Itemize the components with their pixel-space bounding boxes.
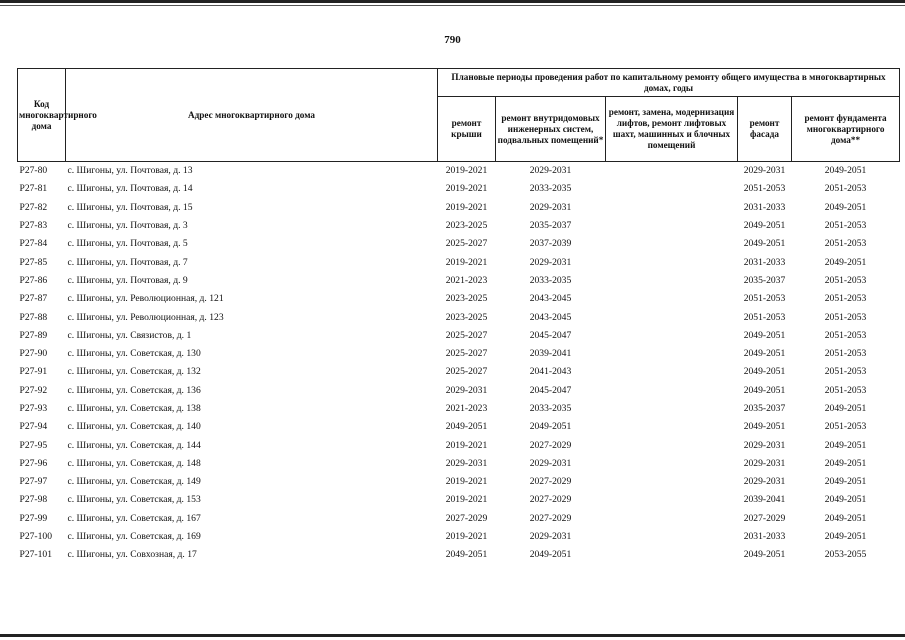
table-row bbox=[18, 235, 900, 253]
row-roof: 2025-2027 bbox=[445, 366, 488, 378]
header-lifts: ремонт, замена, модернизация лифтов, ремонт лифтовых шахт, машинных и блочных помещений bbox=[606, 97, 738, 162]
header-roof: ремонт крыши bbox=[438, 97, 496, 162]
row-address: с. Шигоны, ул. Почтовая, д. 3 bbox=[67, 220, 188, 232]
capital-repair-schedule-table bbox=[17, 68, 900, 565]
table-row bbox=[18, 217, 900, 235]
row-engineering: 2043-2045 bbox=[529, 293, 572, 305]
row-address: с. Шигоны, ул. Почтовая, д. 5 bbox=[67, 238, 188, 250]
row-engineering: 2043-2045 bbox=[529, 311, 572, 323]
row-lifts bbox=[606, 345, 738, 363]
table-row bbox=[18, 290, 900, 308]
header-code: Код многоквартирного дома bbox=[18, 69, 66, 162]
bottom-border-rule bbox=[0, 634, 905, 637]
row-address: с. Шигоны, ул. Связистов, д. 1 bbox=[67, 329, 192, 341]
row-roof: 2019-2021 bbox=[445, 494, 488, 506]
row-lifts bbox=[606, 546, 738, 564]
row-lifts bbox=[606, 290, 738, 308]
row-address: с. Шигоны, ул. Советская, д. 144 bbox=[67, 439, 201, 451]
row-facade: 2049-2051 bbox=[743, 329, 786, 341]
row-lifts bbox=[606, 510, 738, 528]
row-facade: 2035-2037 bbox=[743, 403, 786, 414]
row-roof: 2019-2021 bbox=[445, 531, 488, 543]
row-roof: 2019-2021 bbox=[445, 439, 488, 451]
row-code: Р27-90 bbox=[19, 348, 48, 360]
table-row bbox=[18, 327, 900, 345]
row-foundation: 2049-2051 bbox=[824, 256, 867, 268]
row-address: с. Шигоны, ул. Революционная, д. 121 bbox=[67, 293, 224, 305]
row-lifts bbox=[606, 418, 738, 436]
row-code: Р27-95 bbox=[19, 439, 48, 451]
row-foundation: 2049-2051 bbox=[824, 512, 867, 524]
row-lifts bbox=[606, 272, 738, 290]
row-foundation: 2049-2051 bbox=[824, 457, 867, 469]
row-code: Р27-91 bbox=[19, 366, 48, 378]
row-code: Р27-85 bbox=[19, 256, 48, 268]
row-foundation: 2049-2051 bbox=[824, 531, 867, 543]
row-lifts bbox=[606, 528, 738, 546]
row-address: с. Шигоны, ул. Советская, д. 130 bbox=[67, 348, 201, 360]
row-code: Р27-80 bbox=[18, 162, 66, 181]
row-facade: 2031-2033 bbox=[743, 256, 786, 268]
table-row bbox=[18, 510, 900, 528]
row-code: Р27-92 bbox=[19, 384, 48, 396]
row-facade: 2029-2031 bbox=[743, 439, 786, 451]
row-facade: 2027-2029 bbox=[743, 512, 786, 524]
row-engineering: 2027-2029 bbox=[529, 476, 572, 488]
row-roof: 2019-2021 bbox=[445, 256, 488, 268]
row-facade: 2049-2051 bbox=[743, 384, 786, 396]
row-engineering: 2033-2035 bbox=[529, 403, 572, 414]
row-address: с. Шигоны, ул. Советская, д. 149 bbox=[67, 476, 201, 488]
row-engineering: 2045-2047 bbox=[529, 329, 572, 341]
row-engineering: 2037-2039 bbox=[529, 238, 572, 250]
row-facade: 2051-2053 bbox=[743, 311, 786, 323]
row-roof: 2021-2023 bbox=[445, 274, 488, 286]
table-row bbox=[18, 363, 900, 381]
row-foundation: 2051-2053 bbox=[824, 384, 867, 396]
row-facade: 2049-2051 bbox=[743, 238, 786, 250]
row-foundation: 2049-2051 bbox=[824, 476, 867, 488]
row-foundation: 2051-2053 bbox=[824, 274, 867, 286]
row-lifts bbox=[606, 180, 738, 198]
row-code: Р27-99 bbox=[19, 512, 48, 524]
row-code: Р27-81 bbox=[19, 183, 48, 195]
top-border-rule bbox=[0, 0, 905, 3]
row-address: с. Шигоны, ул. Советская, д. 169 bbox=[67, 531, 201, 543]
header-foundation: ремонт фундамента многоквартирного дома** bbox=[792, 97, 900, 162]
row-foundation: 2051-2053 bbox=[824, 183, 867, 195]
row-engineering: 2029-2031 bbox=[529, 201, 572, 213]
row-code: Р27-101 bbox=[19, 549, 53, 561]
row-code: Р27-87 bbox=[19, 293, 48, 305]
row-foundation: 2049-2051 bbox=[824, 494, 867, 506]
row-address: с. Шигоны, ул. Совхозная, д. 17 bbox=[67, 549, 197, 561]
header-periods-group: Плановые периоды проведения работ по капитальному ремонту общего имущества в многоквартирных домах, годы bbox=[438, 69, 900, 97]
row-address: с. Шигоны, ул. Почтовая, д. 7 bbox=[67, 256, 188, 268]
row-engineering: 2041-2043 bbox=[529, 366, 572, 378]
table-row bbox=[18, 199, 900, 217]
row-address: с. Шигоны, ул. Советская, д. 153 bbox=[67, 494, 201, 506]
row-foundation: 2049-2051 bbox=[824, 201, 867, 213]
row-foundation: 2051-2053 bbox=[824, 238, 867, 250]
row-address: с. Шигоны, ул. Почтовая, д. 14 bbox=[67, 183, 193, 195]
table-row bbox=[18, 382, 900, 400]
row-facade: 2029-2031 bbox=[743, 476, 786, 488]
row-address: с. Шигоны, ул. Почтовая, д. 15 bbox=[67, 201, 193, 213]
row-facade: 2049-2051 bbox=[743, 348, 786, 360]
row-engineering: 2035-2037 bbox=[529, 220, 572, 232]
table-row bbox=[18, 418, 900, 436]
table-row bbox=[18, 308, 900, 326]
table-row bbox=[18, 436, 900, 454]
table-row bbox=[18, 455, 900, 473]
row-facade: 2049-2051 bbox=[743, 549, 786, 561]
row-foundation: 2049-2051 bbox=[824, 439, 867, 451]
row-facade: 2049-2051 bbox=[743, 220, 786, 232]
row-code: Р27-82 bbox=[19, 201, 48, 213]
header-facade: ремонт фасада bbox=[738, 97, 792, 162]
row-roof: 2019-2021 bbox=[438, 162, 496, 181]
row-roof: 2019-2021 bbox=[445, 183, 488, 195]
row-lifts bbox=[606, 382, 738, 400]
row-lifts bbox=[606, 400, 738, 418]
row-code: Р27-98 bbox=[19, 494, 48, 506]
row-address: с. Шигоны, ул. Революционная, д. 123 bbox=[67, 311, 224, 323]
row-lifts bbox=[606, 253, 738, 271]
row-roof: 2027-2029 bbox=[445, 512, 488, 524]
row-code: Р27-83 bbox=[19, 220, 48, 232]
row-foundation: 2051-2053 bbox=[824, 311, 867, 323]
row-address: с. Шигоны, ул. Советская, д. 132 bbox=[67, 366, 201, 378]
row-roof: 2021-2023 bbox=[445, 403, 488, 414]
row-roof: 2025-2027 bbox=[445, 329, 488, 341]
row-foundation: 2051-2053 bbox=[824, 348, 867, 360]
row-facade: 2049-2051 bbox=[743, 421, 786, 433]
row-facade: 2039-2041 bbox=[743, 494, 786, 506]
row-foundation: 2051-2053 bbox=[824, 329, 867, 341]
row-address: с. Шигоны, ул. Советская, д. 167 bbox=[67, 512, 201, 524]
row-code: Р27-100 bbox=[19, 531, 53, 543]
row-facade: 2029-2031 bbox=[743, 457, 786, 469]
row-roof: 2049-2051 bbox=[445, 421, 488, 433]
table-row bbox=[18, 162, 900, 181]
row-engineering: 2029-2031 bbox=[529, 256, 572, 268]
row-lifts bbox=[606, 235, 738, 253]
row-code: Р27-84 bbox=[19, 238, 48, 250]
row-engineering: 2029-2031 bbox=[529, 457, 572, 469]
row-address: с. Шигоны, ул. Советская, д. 148 bbox=[67, 457, 201, 469]
table-row bbox=[18, 546, 900, 564]
row-lifts bbox=[606, 199, 738, 217]
row-lifts bbox=[606, 491, 738, 509]
top-border-thin-rule bbox=[0, 5, 905, 6]
row-engineering: 2049-2051 bbox=[529, 421, 572, 433]
row-foundation: 2049-2051 bbox=[824, 403, 867, 414]
row-lifts bbox=[606, 327, 738, 345]
row-engineering: 2033-2035 bbox=[529, 274, 572, 286]
header-engineering: ремонт внутридомовых инженерных систем, подвальных помещений* bbox=[496, 97, 606, 162]
row-roof: 2023-2025 bbox=[445, 220, 488, 232]
row-facade: 2029-2031 bbox=[738, 162, 792, 181]
table-row bbox=[18, 253, 900, 271]
table-body bbox=[18, 162, 900, 565]
row-code: Р27-88 bbox=[19, 311, 48, 323]
row-engineering: 2027-2029 bbox=[529, 512, 572, 524]
row-code: Р27-96 bbox=[19, 457, 48, 469]
page-number: 790 bbox=[444, 34, 461, 46]
row-facade: 2031-2033 bbox=[743, 201, 786, 213]
row-foundation: 2051-2053 bbox=[824, 293, 867, 305]
row-roof: 2029-2031 bbox=[445, 457, 488, 469]
row-lifts bbox=[606, 455, 738, 473]
row-roof: 2025-2027 bbox=[445, 238, 488, 250]
row-foundation: 2053-2055 bbox=[824, 549, 867, 561]
table-row bbox=[18, 528, 900, 546]
table-row bbox=[18, 400, 900, 418]
table-row bbox=[18, 180, 900, 198]
table-header bbox=[18, 69, 900, 162]
header-address: Адрес многоквартирного дома bbox=[66, 69, 438, 162]
row-address: с. Шигоны, ул. Советская, д. 138 bbox=[67, 403, 201, 414]
row-address: с. Шигоны, ул. Почтовая, д. 13 bbox=[66, 162, 438, 181]
row-address: с. Шигоны, ул. Советская, д. 136 bbox=[67, 384, 201, 396]
row-foundation: 2051-2053 bbox=[824, 366, 867, 378]
row-engineering: 2027-2029 bbox=[529, 494, 572, 506]
row-roof: 2019-2021 bbox=[445, 476, 488, 488]
row-foundation: 2049-2051 bbox=[792, 162, 900, 181]
row-engineering: 2029-2031 bbox=[496, 162, 606, 181]
row-facade: 2031-2033 bbox=[743, 531, 786, 543]
row-engineering: 2027-2029 bbox=[529, 439, 572, 451]
row-code: Р27-86 bbox=[19, 274, 48, 286]
row-code: Р27-94 bbox=[19, 421, 48, 433]
row-facade: 2051-2053 bbox=[743, 293, 786, 305]
row-engineering: 2033-2035 bbox=[529, 183, 572, 195]
row-facade: 2051-2053 bbox=[743, 183, 786, 195]
row-roof: 2025-2027 bbox=[445, 348, 488, 360]
row-roof: 2023-2025 bbox=[445, 293, 488, 305]
row-roof: 2049-2051 bbox=[445, 549, 488, 561]
row-code: Р27-97 bbox=[19, 476, 48, 488]
row-foundation: 2051-2053 bbox=[824, 421, 867, 433]
row-roof: 2019-2021 bbox=[445, 201, 488, 213]
row-address: с. Шигоны, ул. Почтовая, д. 9 bbox=[67, 274, 188, 286]
table-row bbox=[18, 345, 900, 363]
row-facade: 2035-2037 bbox=[743, 274, 786, 286]
row-code: Р27-89 bbox=[19, 329, 48, 341]
row-lifts bbox=[606, 217, 738, 235]
row-engineering: 2029-2031 bbox=[529, 531, 572, 543]
table-row bbox=[18, 272, 900, 290]
row-lifts bbox=[606, 436, 738, 454]
row-engineering: 2049-2051 bbox=[529, 549, 572, 561]
row-foundation: 2051-2053 bbox=[824, 220, 867, 232]
row-engineering: 2039-2041 bbox=[529, 348, 572, 360]
row-lifts bbox=[606, 473, 738, 491]
row-roof: 2023-2025 bbox=[445, 311, 488, 323]
row-code: Р27-93 bbox=[19, 403, 48, 414]
row-engineering: 2045-2047 bbox=[529, 384, 572, 396]
row-lifts bbox=[606, 308, 738, 326]
row-lifts bbox=[606, 363, 738, 381]
row-roof: 2029-2031 bbox=[445, 384, 488, 396]
table-row bbox=[18, 473, 900, 491]
row-facade: 2049-2051 bbox=[743, 366, 786, 378]
row-address: с. Шигоны, ул. Советская, д. 140 bbox=[67, 421, 201, 433]
table-row bbox=[18, 491, 900, 509]
row-lifts bbox=[606, 162, 738, 181]
